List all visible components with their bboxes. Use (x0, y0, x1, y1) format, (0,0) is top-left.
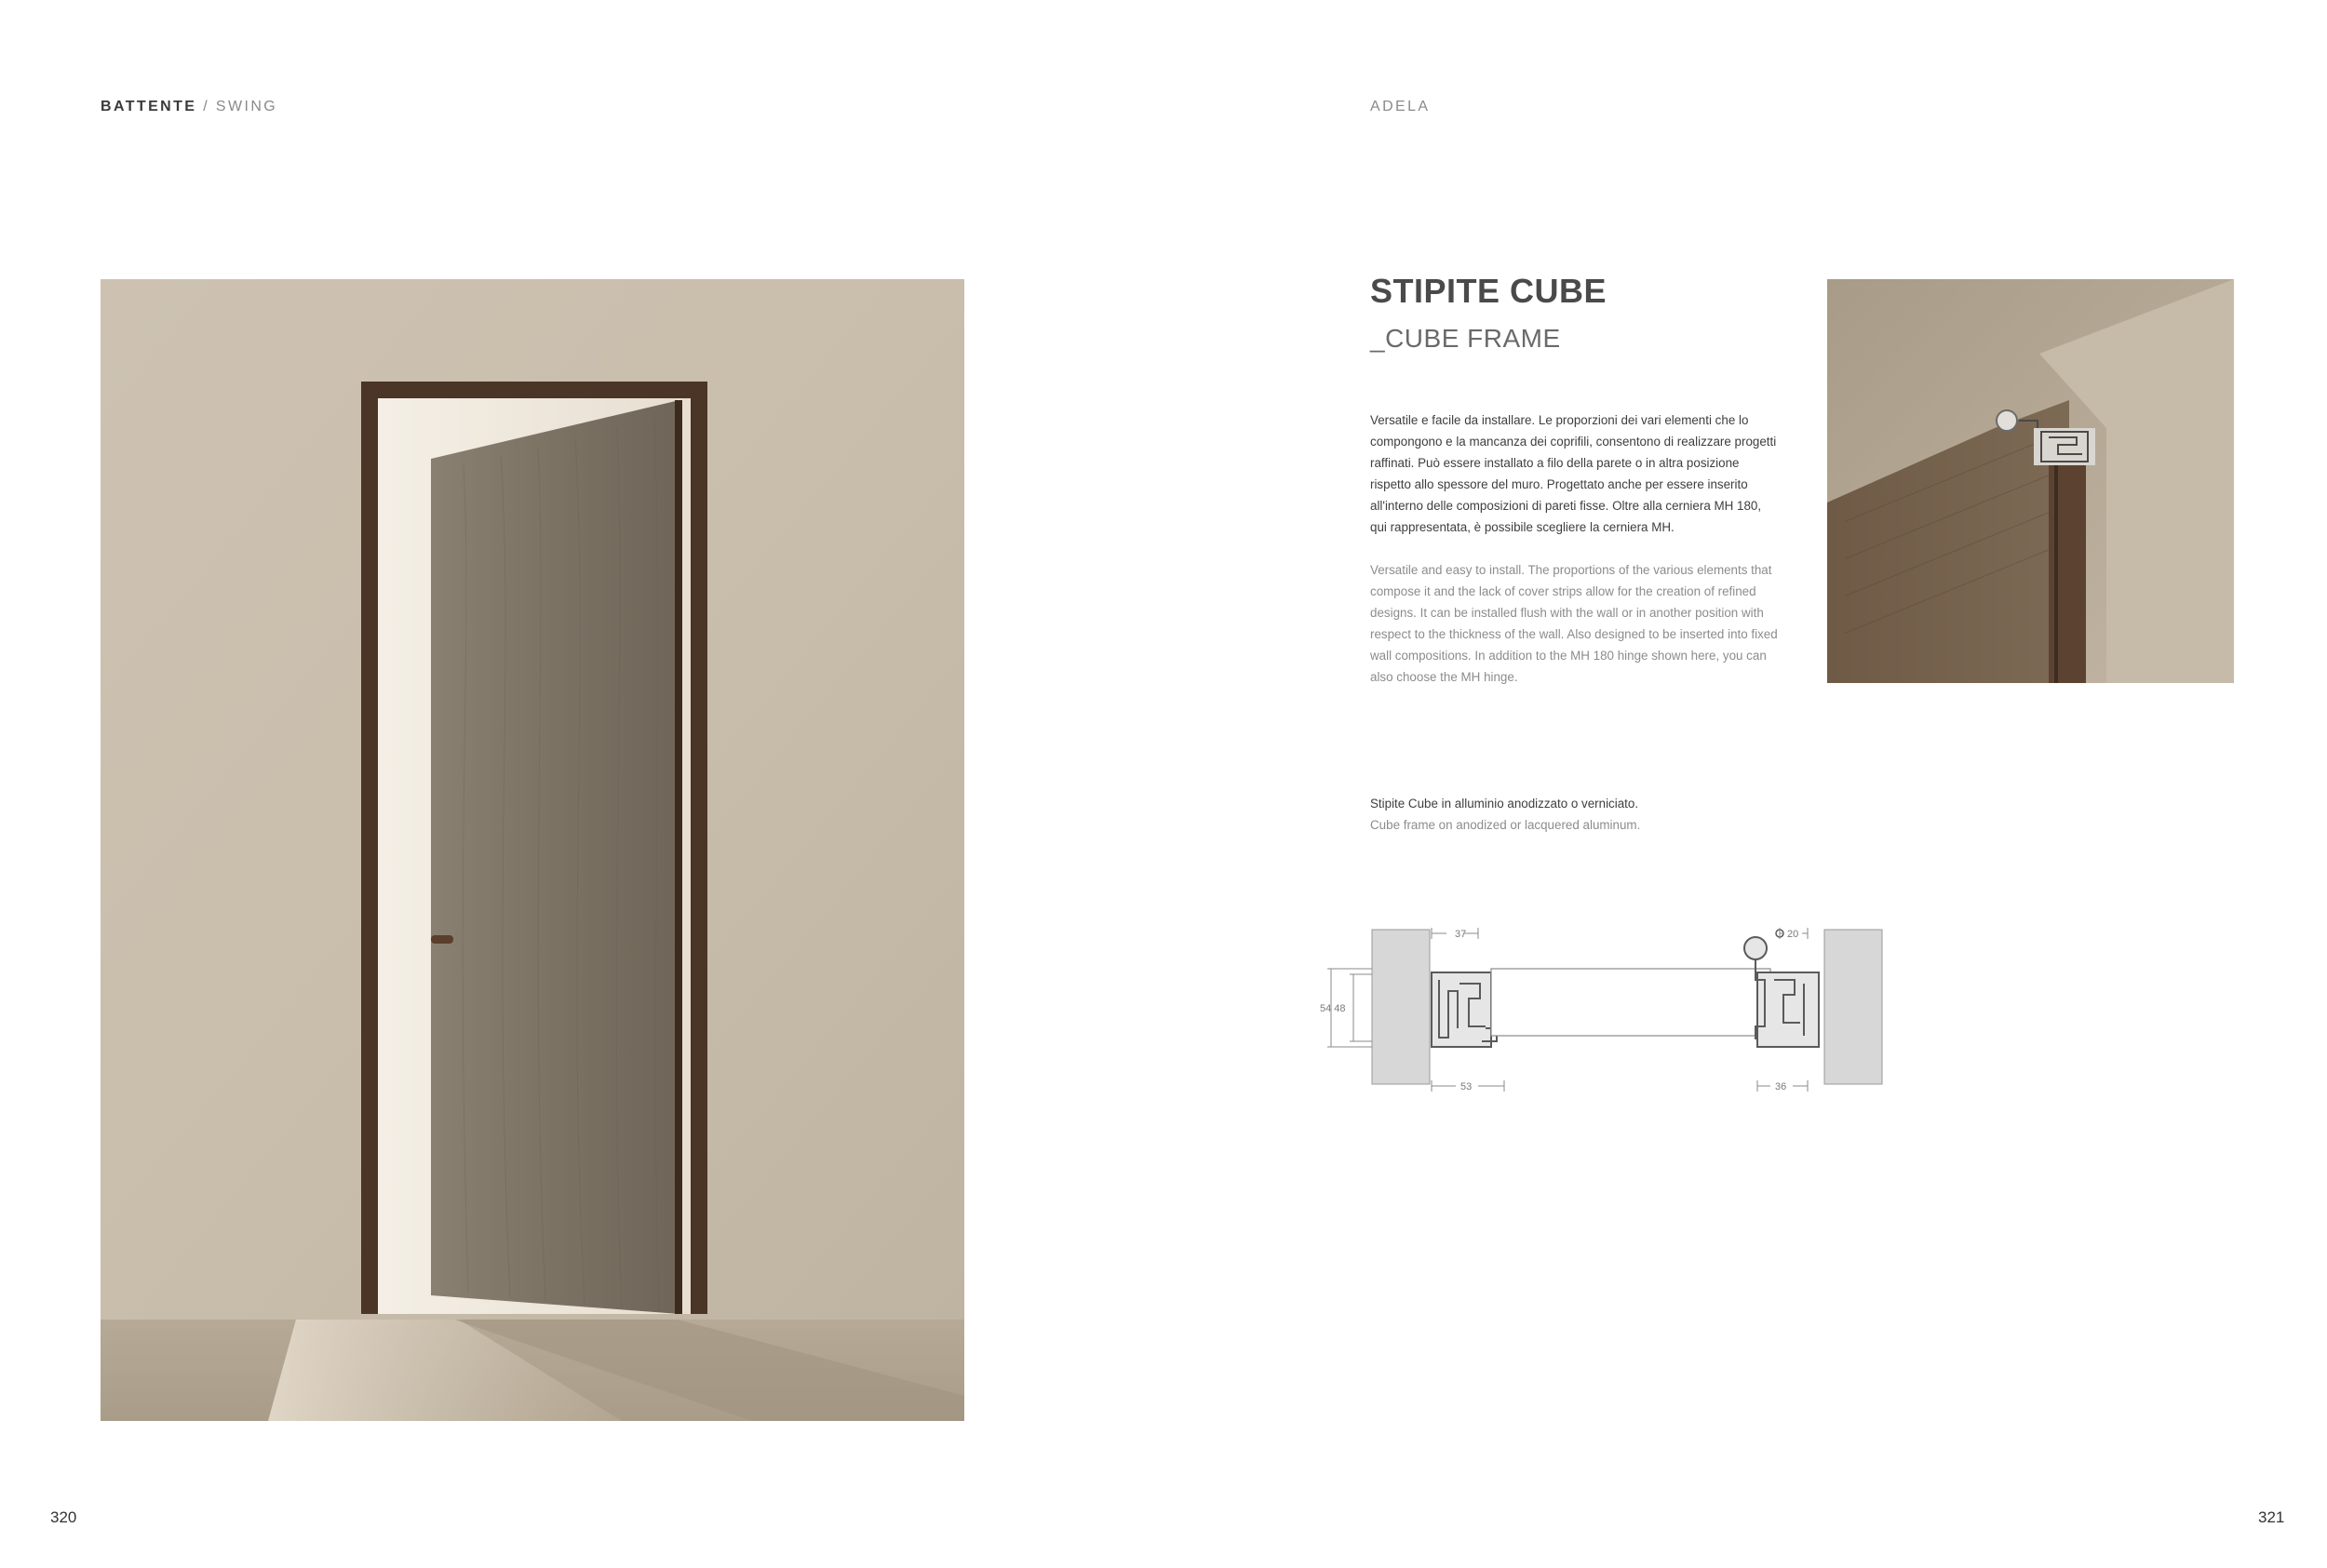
section-label-it: BATTENTE (101, 99, 197, 114)
section-separator: / (203, 99, 210, 114)
caption-english: Cube frame on anodized or lacquered aluminum. (1370, 818, 1641, 832)
product-title: STIPITE CUBE (1370, 272, 1607, 310)
dim-bottom-left: 53 (1460, 1081, 1473, 1092)
description-english: Versatile and easy to install. The proportions of the various elements that compose it and the lack of cover strips allow for the creation of refined designs. It can be installed flush with the wall or in another position with respect to the thickness of the wall. Also designed to be inserted into fixed wall compositions. In addition to the MH 180 hinge shown here, you can also choose the MH hinge. (1370, 563, 1778, 684)
caption-italian: Stipite Cube in alluminio anodizzato o verniciato. (1370, 797, 1639, 811)
dim-top-left: 37 (1455, 929, 1467, 940)
page-number-right: 321 (2258, 1508, 2285, 1526)
dim-bottom-right: 36 (1775, 1081, 1787, 1092)
dim-top-right: 20 (1787, 929, 1799, 940)
description-italian: Versatile e facile da installare. Le proporzioni dei vari elementi che lo compongono e la mancanza dei coprifili, consentono di realizzare progetti raffinati. Può essere installato a filo della parete o in altra posizione rispetto allo spessore del muro. Progettato anche per essere inserito all'interno delle composizioni di pareti fisse. Oltre alla cerniera MH 180, qui rappresentata, è possibile scegliere la cerniera MH. (1370, 413, 1777, 534)
section-header (101, 99, 277, 115)
frame-section-diagram (1320, 917, 1897, 1112)
frame-detail-photo (1827, 279, 2234, 683)
product-name: ADELA (1370, 99, 1431, 114)
section-label-en: SWING (215, 99, 278, 114)
product-subtitle: _CUBE FRAME (1370, 324, 1561, 353)
dim-side: 54 48 (1320, 1003, 1346, 1014)
door-photo (101, 279, 964, 1421)
page-number-left: 320 (50, 1508, 77, 1526)
